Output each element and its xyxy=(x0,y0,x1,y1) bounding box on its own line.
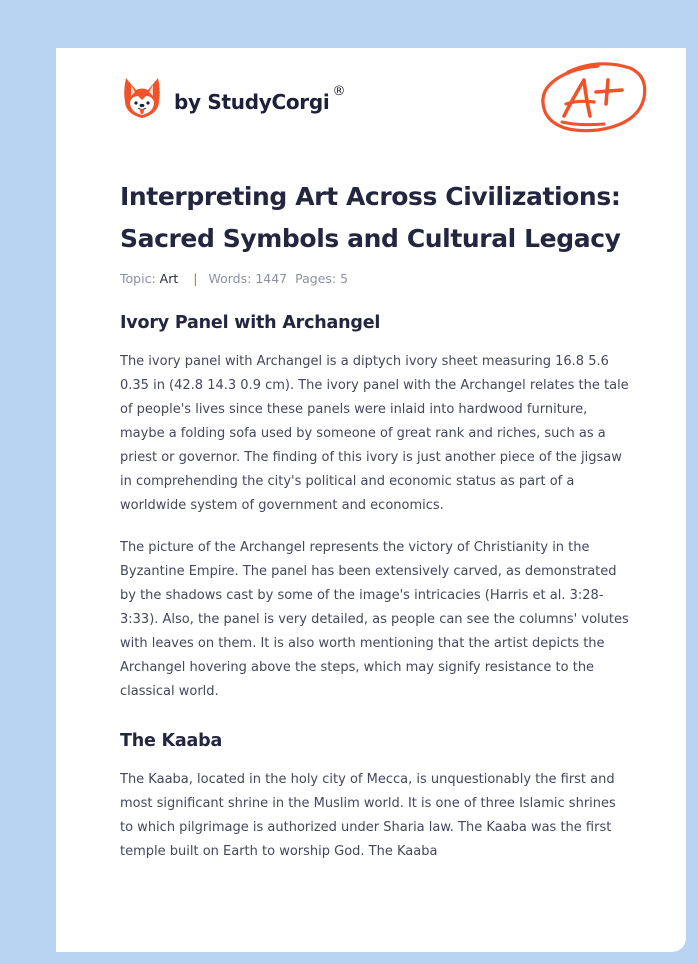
document-content xyxy=(120,176,630,864)
topic-label: Topic: xyxy=(120,271,156,286)
corgi-icon xyxy=(122,76,162,120)
document-page xyxy=(56,48,686,952)
document-meta xyxy=(120,271,630,286)
paragraph: The ivory panel with Archangel is a diptych ivory sheet measuring 16.8 5.6 0.35 in (42.8 14.3 0.9 cm). The ivory panel with the Archangel relates the tale of people's lives since these panels were inlaid into hardwood furniture, maybe a folding sofa used by someone of great rank and riches, such as a priest or governor. The finding of this ivory is just another piece of the jigsaw in comprehending the city's political and economic status as part of a worldwide system of government and economics. xyxy=(120,354,629,513)
paragraph: The Kaaba, located in the holy city of Mecca, is unquestionably the first and most significant shrine in the Muslim world. It is one of three Islamic shrines to which pilgrimage is authorized under Sharia law. The Kaaba was the first temple built on Earth to worship God. The Kaaba xyxy=(120,772,616,859)
paragraph: The picture of the Archangel represents the victory of Christianity in the Byzantine Empire. The panel has been extensively carved, as demonstrated by the shadows cast by some of the image's intricacies (Harris et al. 3:28-3:33). Also, the panel is very detailed, as people can see the columns' volutes with leaves on them. It is also worth mentioning that the artist depicts the Archangel hovering above the steps, which may signify resistance to the classical world. xyxy=(120,540,629,699)
words-count: 1447 xyxy=(255,271,288,286)
studycorgi-logo[interactable] xyxy=(122,76,345,120)
pages-label: Pages: xyxy=(295,271,337,286)
topic-link[interactable]: Art xyxy=(159,271,179,286)
logo-text: by StudyCorgi xyxy=(174,90,330,114)
registered-mark: ® xyxy=(332,83,346,99)
section-heading-kaaba: The Kaaba xyxy=(120,731,223,751)
words-label: Words: xyxy=(208,271,252,286)
section-heading-ivory-panel: Ivory Panel with Archangel xyxy=(120,313,381,333)
pages-count: 5 xyxy=(340,271,349,286)
page-header xyxy=(56,48,686,158)
meta-separator: | xyxy=(193,271,198,286)
document-title: Interpreting Art Across Civilizations: Sacred Symbols and Cultural Legacy xyxy=(120,182,621,253)
a-plus-grade-icon xyxy=(538,58,650,140)
